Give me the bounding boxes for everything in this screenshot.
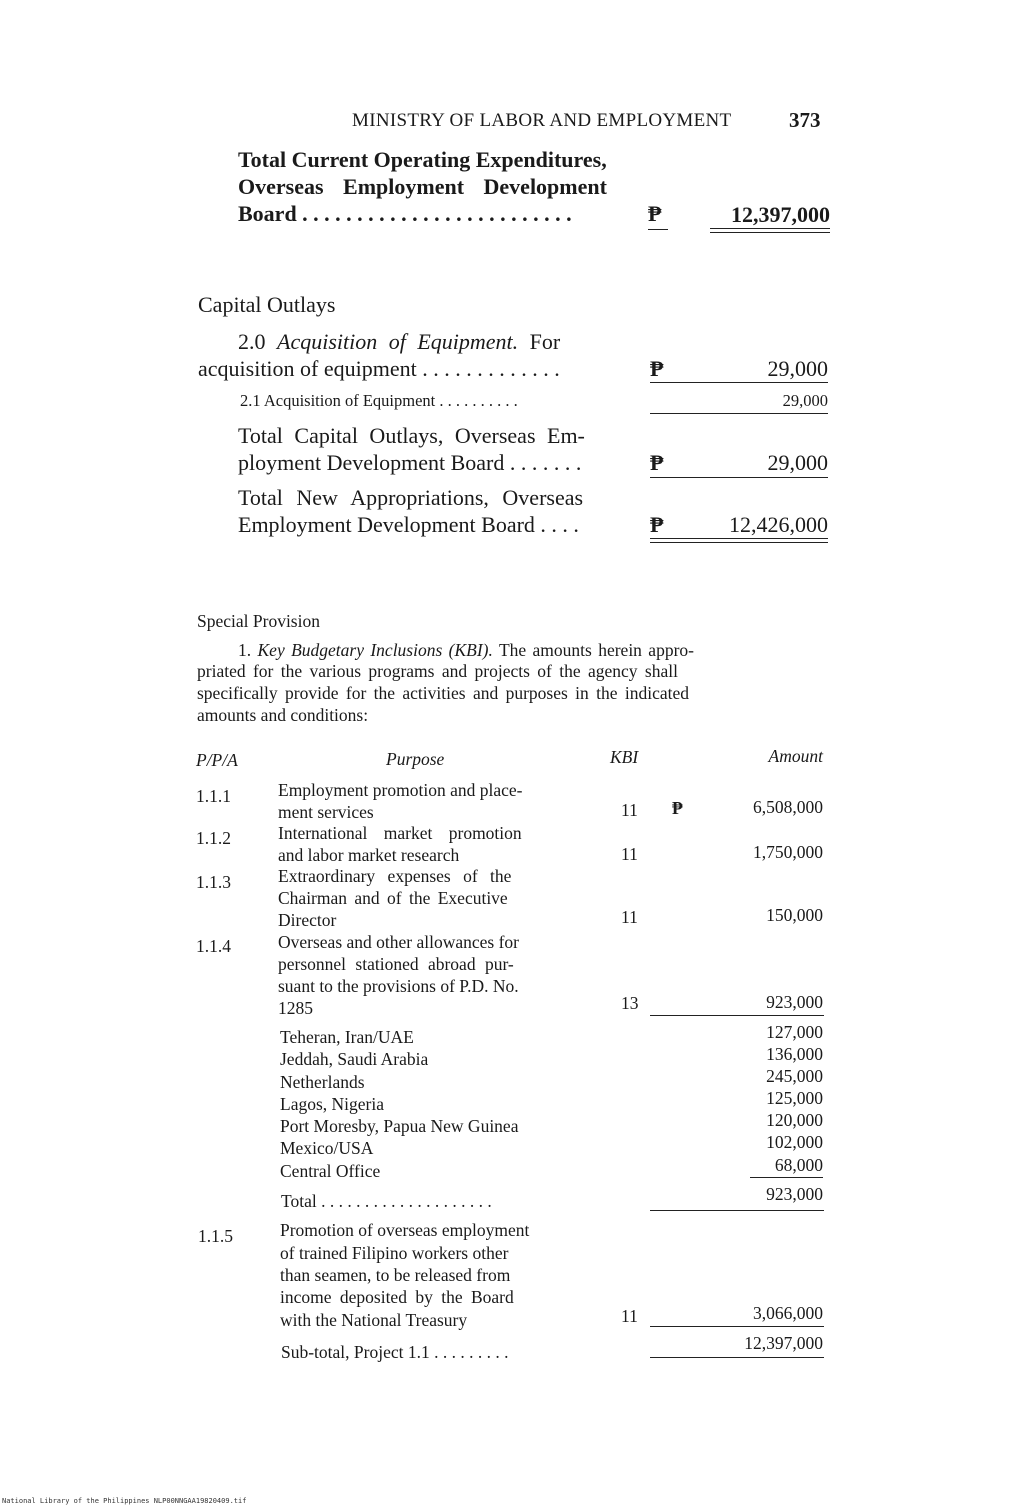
- item-2-0-line1: [238, 328, 560, 355]
- ppa-code: 1.1.2: [196, 828, 231, 848]
- underline: [650, 1015, 824, 1016]
- special-provision-heading: Special Provision: [197, 611, 320, 631]
- breakdown-amount: 125,000: [766, 1088, 823, 1108]
- double-underline: [710, 228, 830, 233]
- item-2-0-amount: 29,000: [767, 356, 828, 381]
- breakdown-label: Jeddah, Saudi Arabia: [280, 1049, 429, 1069]
- purpose-line: International market promotion: [278, 823, 522, 843]
- underline: [650, 413, 828, 414]
- kbi-code: 11: [621, 800, 638, 820]
- underline: [650, 477, 828, 478]
- ppa-code: 1.1.5: [198, 1226, 233, 1246]
- kbi-code: 11: [621, 907, 638, 927]
- purpose-line: income deposited by the Board: [280, 1287, 514, 1307]
- double-underline: [650, 538, 828, 543]
- current-total-amount: 12,397,000: [731, 202, 830, 227]
- kbi-title: Key Budgetary Inclusions (KBI).: [257, 640, 493, 660]
- scan-footer: National Library of the Philippines NLP00NNGAA19820409.tif: [2, 1497, 247, 1505]
- item-2-0-italic: Acquisition of Equipment.: [277, 329, 519, 354]
- amount-cell: 3,066,000: [753, 1303, 823, 1323]
- amount-cell: 150,000: [766, 905, 823, 925]
- purpose-line: ment services: [278, 802, 374, 822]
- col-header-purpose: Purpose: [386, 749, 445, 769]
- subtotal-amount: 12,397,000: [744, 1333, 823, 1353]
- item-2-1-amount: 29,000: [782, 391, 828, 410]
- purpose-line: 1285: [278, 998, 313, 1018]
- breakdown-amount: 102,000: [766, 1132, 823, 1152]
- underline: [650, 1326, 824, 1327]
- special-para-line1: [238, 640, 694, 661]
- breakdown-label: Port Moresby, Papua New Guinea: [280, 1116, 519, 1136]
- total-capital-line2: ployment Development Board . . . . . . .: [238, 450, 582, 475]
- peso-sign: ₱: [648, 201, 662, 226]
- purpose-line: and labor market research: [278, 845, 460, 865]
- purpose-line: suant to the provisions of P.D. No.: [278, 976, 519, 996]
- purpose-line: Extraordinary expenses of the: [278, 866, 512, 886]
- para-text: The amounts herein appro-: [498, 640, 694, 660]
- current-total-line3: Board . . . . . . . . . . . . . . . . . . . . . . . . .: [238, 201, 572, 226]
- underline: [650, 1357, 824, 1358]
- breakdown-amount: 136,000: [766, 1044, 823, 1064]
- underline: [650, 1210, 824, 1211]
- page-number: 373: [789, 108, 821, 132]
- ppa-code: 1.1.4: [196, 936, 231, 956]
- special-para-line2: priated for the various programs and projects of the agency shall: [197, 661, 678, 681]
- breakdown-amount: 120,000: [766, 1110, 823, 1130]
- total-new-line1: Total New Appropriations, Overseas: [238, 485, 584, 510]
- purpose-line: Director: [278, 910, 337, 930]
- breakdown-label: Mexico/USA: [280, 1138, 374, 1158]
- peso-sign: ₱: [650, 356, 664, 381]
- purpose-line: Chairman and of the Executive: [278, 888, 508, 908]
- purpose-line: Employment promotion and place-: [278, 780, 523, 800]
- current-total-line2: Overseas Employment Development: [238, 174, 607, 199]
- breakdown-label: Lagos, Nigeria: [280, 1094, 384, 1114]
- capital-outlays-heading: Capital Outlays: [198, 292, 336, 317]
- purpose-line: than seamen, to be released from: [280, 1265, 511, 1285]
- col-header-kbi: KBI: [610, 747, 639, 767]
- purpose-line: Promotion of overseas employment: [280, 1220, 530, 1240]
- total-capital-amount: 29,000: [767, 450, 828, 475]
- ppa-code: 1.1.3: [196, 872, 231, 892]
- item-2-0-text: 2.0 Acquisition of Equipment. For: [238, 329, 561, 354]
- breakdown-amount: 68,000: [774, 1155, 823, 1175]
- special-para-line3: specifically provide for the activities and purposes in the indicated: [197, 683, 690, 703]
- purpose-line: personnel stationed abroad pur-: [278, 954, 514, 974]
- peso-sign: ₱: [672, 798, 683, 818]
- col-header-ppa: P/P/A: [196, 750, 238, 770]
- breakdown-total-label: Total . . . . . . . . . . . . . . . . . . . .: [281, 1191, 492, 1211]
- kbi-code: 11: [621, 844, 638, 864]
- peso-sign: ₱: [650, 512, 664, 537]
- breakdown-label: Central Office: [280, 1161, 381, 1181]
- breakdown-amount: 127,000: [766, 1022, 823, 1042]
- total-capital-line1: Total Capital Outlays, Overseas Em-: [238, 423, 585, 448]
- subtotal-label: Sub-total, Project 1.1 . . . . . . . . .: [281, 1342, 509, 1362]
- special-para-line4: amounts and conditions:: [197, 705, 369, 725]
- breakdown-label: Netherlands: [280, 1072, 365, 1092]
- amount-cell: 6,508,000: [753, 797, 823, 817]
- breakdown-total-amount: 923,000: [766, 1184, 823, 1204]
- purpose-line: with the National Treasury: [280, 1310, 468, 1330]
- total-new-amount: 12,426,000: [729, 512, 828, 537]
- total-new-line2: Employment Development Board . . . .: [238, 512, 579, 537]
- item-2-0-line2: acquisition of equipment . . . . . . . . . . . . .: [198, 356, 560, 381]
- underline: [648, 229, 668, 230]
- breakdown-label: Teheran, Iran/UAE: [280, 1027, 414, 1047]
- kbi-code: 11: [621, 1306, 638, 1326]
- item-2-1-label: 2.1 Acquisition of Equipment . . . . . . . . . .: [240, 391, 518, 410]
- current-total-line1: Total Current Operating Expenditures,: [238, 147, 607, 172]
- ppa-code: 1.1.1: [196, 786, 231, 806]
- underline: [650, 382, 828, 383]
- para-number: 1.: [238, 640, 252, 660]
- peso-sign: ₱: [650, 450, 664, 475]
- purpose-line: of trained Filipino workers other: [280, 1243, 509, 1263]
- running-header: MINISTRY OF LABOR AND EMPLOYMENT: [352, 110, 732, 131]
- purpose-line: Overseas and other allowances for: [278, 932, 520, 952]
- col-header-amount: Amount: [768, 746, 823, 766]
- amount-cell: 923,000: [766, 992, 823, 1012]
- underline: [750, 1177, 823, 1178]
- amount-cell: 1,750,000: [753, 842, 823, 862]
- kbi-code: 13: [621, 993, 639, 1013]
- breakdown-amount: 245,000: [766, 1066, 823, 1086]
